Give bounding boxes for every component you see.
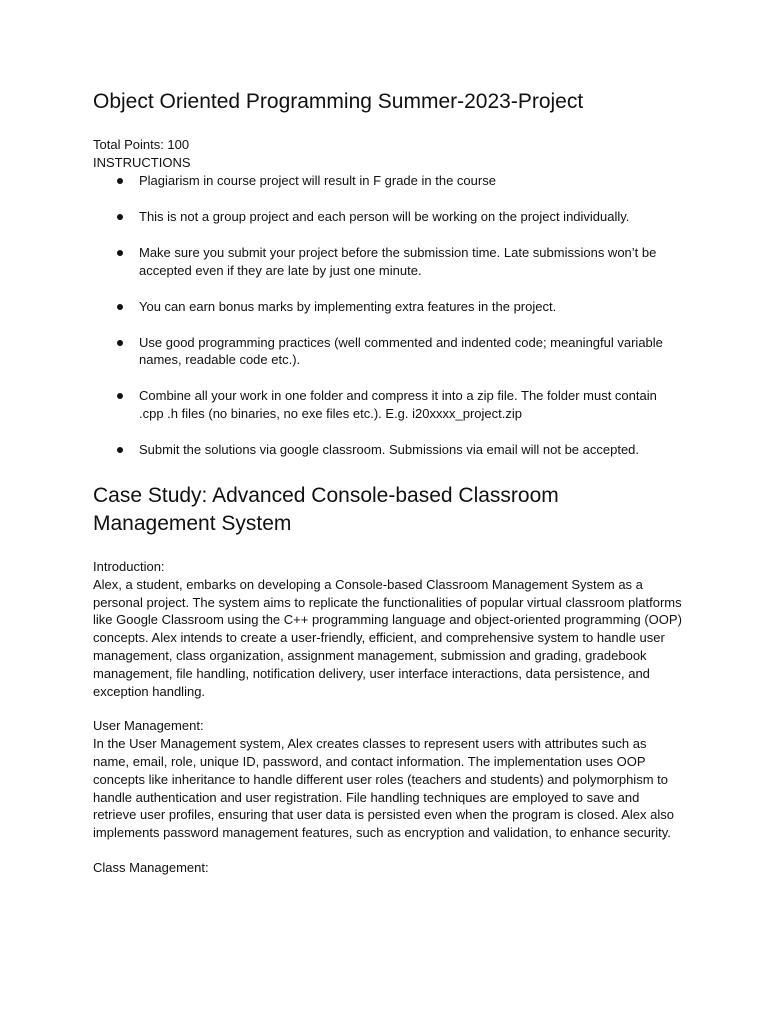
bullet-icon: [117, 214, 123, 220]
section-paragraph: In the User Management system, Alex creates classes to represent users with attributes such as name, email, role, unique ID, password, and contact information. The implementation uses OOP concepts like inheritance to handle different user roles (teachers and students) and polymorphism to handle authentication and user registration. File handling techniques are employed to save and retrieve user profiles, ensuring that user data is persisted even when the program is closed. Alex also implements password management features, such as encryption and validation, to enhance security.: [93, 736, 674, 841]
section-heading: User Management:: [93, 718, 204, 734]
bullet-icon: [117, 393, 123, 399]
instruction-item: [93, 208, 683, 226]
instruction-text: Combine all your work in one folder and compress it into a zip file. The folder must contain .cpp .h files (no binaries, no exe files etc.). E.g. i20xxxx_project.zip: [139, 388, 657, 421]
instruction-text: Plagiarism in course project will result in F grade in the course: [139, 173, 496, 188]
bullet-icon: [117, 304, 123, 310]
instruction-item: [93, 387, 683, 422]
instructions-heading: INSTRUCTIONS: [93, 155, 191, 170]
instruction-text: Use good programming practices (well commented and indented code; meaningful variable names, readable code etc.).: [139, 334, 663, 367]
section-heading: Introduction:: [93, 559, 165, 574]
instruction-text: Make sure you submit your project before the submission time. Late submissions won’t be accepted even if they are late by just one minute.: [139, 245, 657, 278]
user-management-section: [93, 717, 683, 842]
bullet-icon: [117, 178, 123, 184]
instruction-item: [93, 334, 683, 369]
instruction-item: [93, 441, 683, 459]
class-management-section: [93, 859, 683, 877]
document-meta: [93, 136, 683, 172]
section-heading: Class Management:: [93, 859, 209, 875]
document-title: Object Oriented Programming Summer-2023-Project: [93, 90, 584, 113]
bullet-icon: [117, 250, 123, 256]
document-content: [93, 88, 683, 877]
case-study-title: Case Study: Advanced Console-based Classroom Management System: [93, 484, 559, 535]
bullet-icon: [117, 340, 123, 346]
instruction-text: You can earn bonus marks by implementing extra features in the project.: [139, 298, 557, 314]
instruction-text: Submit the solutions via google classroom. Submissions via email will not be accepted.: [139, 441, 640, 457]
instructions-list: [93, 172, 683, 458]
section-paragraph: Alex, a student, embarks on developing a Console-based Classroom Management System as a personal project. The system aims to replicate the functionalities of popular virtual classroom platforms like Google Classroom using the C++ programming language and object-oriented programming (OOP) concepts. Alex intends to create a user-friendly, efficient, and comprehensive system to handle user management, class organization, assignment management, submission and grading, gradebook management, file handling, notification delivery, user interface interactions, data persistence, and exception handling.: [93, 576, 682, 699]
introduction-section: [93, 558, 683, 700]
instruction-item: [93, 172, 683, 190]
bullet-icon: [117, 447, 123, 453]
instruction-item: [93, 244, 683, 279]
total-points: Total Points: 100: [93, 137, 190, 152]
instruction-item: [93, 298, 683, 316]
instruction-text: This is not a group project and each person will be working on the project individually.: [139, 209, 630, 224]
